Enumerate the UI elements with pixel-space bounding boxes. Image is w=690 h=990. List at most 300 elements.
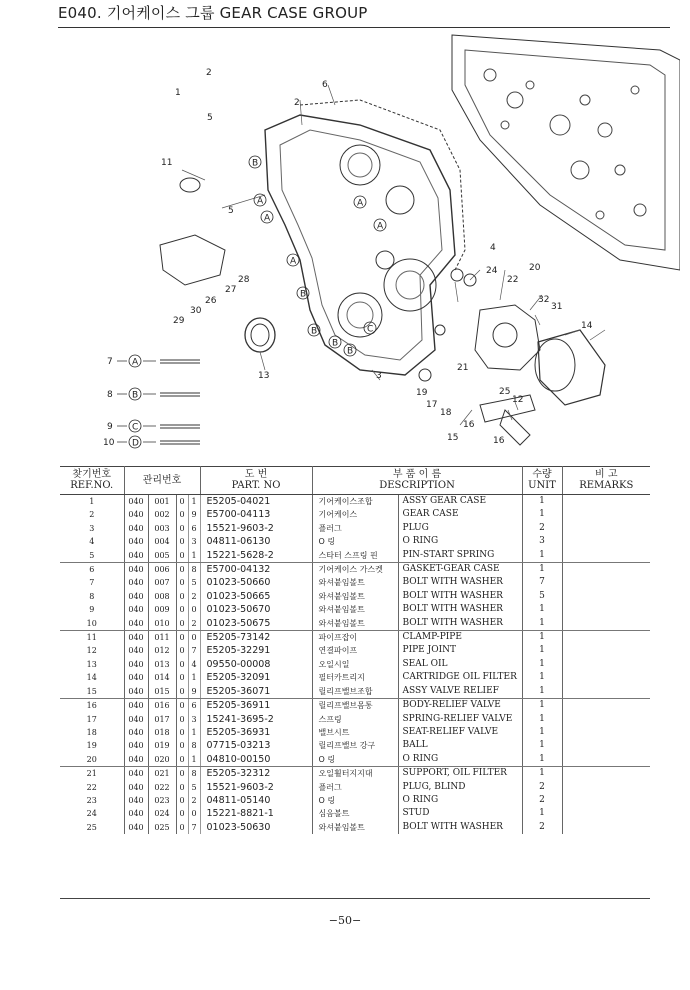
legend-letter-b: B (132, 390, 139, 401)
mgmt-digit-1: 0 (176, 821, 188, 834)
desc-kr-cell: O 링 (312, 794, 398, 807)
unit-cell: 1 (522, 549, 562, 563)
mgmt-code-2: 010 (148, 617, 176, 631)
marker-letter: B (311, 326, 318, 337)
part-no-cell: 07715-03213 (200, 739, 312, 752)
desc-en-cell: ASSY VALVE RELIEF (398, 685, 522, 699)
table-row (60, 590, 650, 603)
mgmt-digit-1: 0 (176, 753, 188, 767)
marker-b-4 (329, 336, 341, 349)
callout-13: 13 (258, 371, 270, 381)
part-no-cell: 15221-8821-1 (200, 807, 312, 820)
bracket (160, 235, 225, 285)
callout-11: 11 (161, 158, 173, 168)
callout-22-top: 22 (507, 275, 519, 285)
mgmt-digit-2: 2 (188, 590, 200, 603)
desc-kr-cell: O 링 (312, 753, 398, 767)
o-ring-c (435, 325, 445, 335)
mgmt-digit-2: 1 (188, 726, 200, 739)
callout-29: 29 (173, 316, 185, 326)
part-no-cell: E5205-32091 (200, 671, 312, 684)
desc-kr-cell: 밸브시트 (312, 726, 398, 739)
unit-cell: 1 (522, 631, 562, 645)
table-row (60, 781, 650, 794)
mgmt-digit-2: 6 (188, 522, 200, 535)
ref-cell: 18 (60, 726, 124, 739)
mgmt-digit-1: 0 (176, 617, 188, 631)
filter-support-bore (493, 323, 517, 347)
page-title: E040. 기어케이스 그룹 GEAR CASE GROUP (58, 4, 368, 22)
header-desc-kr: 부 품 이 름 (392, 469, 442, 480)
remarks-cell (562, 753, 650, 767)
unit-cell: 1 (522, 685, 562, 699)
oil-seal-inner (251, 324, 269, 346)
header-unit-kr: 수량 (532, 469, 552, 480)
ref-cell: 10 (60, 617, 124, 631)
remarks-cell (562, 535, 650, 548)
exploded-parts-diagram (60, 30, 680, 465)
legend-letter-c: C (132, 422, 139, 433)
callout-16: 16 (493, 436, 505, 446)
ref-cell: 17 (60, 713, 124, 726)
marker-letter: A (264, 213, 271, 224)
unit-cell: 2 (522, 781, 562, 794)
header-ref-en: REF.NO. (70, 480, 114, 491)
table-row (60, 508, 650, 521)
ref-cell: 22 (60, 781, 124, 794)
unit-cell: 1 (522, 563, 562, 577)
table-row (60, 685, 650, 699)
mgmt-code-1: 040 (124, 576, 148, 589)
ref-cell: 20 (60, 753, 124, 767)
desc-en-cell: SUPPORT, OIL FILTER (398, 767, 522, 781)
desc-kr-cell: 기어케이스 (312, 508, 398, 521)
part-no-cell: E5700-04132 (200, 563, 312, 577)
mgmt-digit-1: 0 (176, 699, 188, 713)
pump-cover-inner (396, 271, 424, 299)
filter-cartridge-end (535, 339, 575, 391)
desc-en-cell: SPRING-RELIEF VALVE (398, 713, 522, 726)
part-no-cell: E5205-04021 (200, 495, 312, 509)
unit-cell: 2 (522, 522, 562, 535)
table-row (60, 726, 650, 739)
ref-cell: 16 (60, 699, 124, 713)
header-unit (522, 466, 562, 495)
mgmt-code-1: 040 (124, 685, 148, 699)
mgmt-digit-1: 0 (176, 685, 188, 699)
header-remarks-kr: 비 고 (595, 469, 618, 480)
desc-kr-cell: 릴리프밸브조합 (312, 685, 398, 699)
part-no-cell: 01023-50660 (200, 576, 312, 589)
desc-kr-cell: 와셔붙임볼트 (312, 590, 398, 603)
mgmt-digit-2: 8 (188, 767, 200, 781)
desc-kr-cell: 와셔붙임볼트 (312, 821, 398, 834)
mgmt-digit-1: 0 (176, 631, 188, 645)
mgmt-code-1: 040 (124, 563, 148, 577)
desc-en-cell: GEAR CASE (398, 508, 522, 521)
table-row (60, 753, 650, 767)
part-no-cell: 01023-50670 (200, 603, 312, 616)
marker-a-1 (254, 194, 266, 207)
mgmt-code-2: 022 (148, 781, 176, 794)
mgmt-code-1: 040 (124, 794, 148, 807)
mgmt-code-1: 040 (124, 631, 148, 645)
mgmt-digit-2: 1 (188, 671, 200, 684)
mgmt-code-1: 040 (124, 753, 148, 767)
mgmt-digit-1: 0 (176, 576, 188, 589)
desc-kr-cell: 오일휠터지지대 (312, 767, 398, 781)
desc-en-cell: PIPE JOINT (398, 644, 522, 657)
part-no-cell: E5205-73142 (200, 631, 312, 645)
unit-cell: 1 (522, 508, 562, 521)
callout-4: 4 (490, 243, 496, 253)
header-partno-en: PART. NO (231, 480, 281, 491)
callout-14: 14 (581, 321, 593, 331)
table-header-row (60, 466, 650, 495)
mgmt-digit-1: 0 (176, 658, 188, 671)
legend-ref-10: 10 (103, 438, 115, 448)
remarks-cell (562, 508, 650, 521)
mgmt-code-1: 040 (124, 495, 148, 509)
parts-table-body (60, 495, 650, 835)
mgmt-code-2: 006 (148, 563, 176, 577)
mgmt-digit-1: 0 (176, 713, 188, 726)
remarks-cell (562, 549, 650, 563)
ref-cell: 8 (60, 590, 124, 603)
mgmt-code-2: 002 (148, 508, 176, 521)
o-ring-d (419, 369, 431, 381)
mgmt-code-1: 040 (124, 781, 148, 794)
marker-letter: A (357, 198, 364, 209)
ref-cell: 2 (60, 508, 124, 521)
header-partno-kr: 도 번 (244, 469, 268, 480)
desc-en-cell: BOLT WITH WASHER (398, 617, 522, 631)
mgmt-code-2: 014 (148, 671, 176, 684)
mgmt-digit-1: 0 (176, 563, 188, 577)
legend-letter-a: A (132, 357, 139, 368)
remarks-cell (562, 767, 650, 781)
remarks-cell (562, 821, 650, 834)
marker-letter: B (332, 338, 339, 349)
mgmt-code-2: 008 (148, 590, 176, 603)
part-no-cell: E5205-36931 (200, 726, 312, 739)
table-row (60, 821, 650, 834)
mgmt-code-2: 001 (148, 495, 176, 509)
mgmt-digit-2: 5 (188, 576, 200, 589)
remarks-cell (562, 685, 650, 699)
header-unit-en: UNIT (528, 480, 556, 491)
marker-c-1 (364, 322, 376, 335)
table-row (60, 658, 650, 671)
mgmt-code-2: 019 (148, 739, 176, 752)
mgmt-digit-2: 0 (188, 603, 200, 616)
desc-kr-cell: 플러그 (312, 781, 398, 794)
marker-a-4 (374, 219, 386, 232)
part-no-cell: 15521-9603-2 (200, 522, 312, 535)
legend-letter-d: D (132, 438, 139, 449)
marker-letter: B (252, 158, 259, 169)
mgmt-digit-2: 8 (188, 739, 200, 752)
table-row (60, 549, 650, 563)
desc-kr-cell: 스타터 스프링 핀 (312, 549, 398, 563)
mgmt-digit-2: 5 (188, 781, 200, 794)
desc-en-cell: BOLT WITH WASHER (398, 603, 522, 616)
desc-kr-cell: 와셔붙임볼트 (312, 576, 398, 589)
mgmt-digit-2: 4 (188, 658, 200, 671)
callout-25: 25 (499, 387, 511, 397)
table-row (60, 644, 650, 657)
table-row (60, 671, 650, 684)
ref-cell: 24 (60, 807, 124, 820)
mgmt-digit-2: 6 (188, 699, 200, 713)
remarks-cell (562, 807, 650, 820)
mgmt-digit-1: 0 (176, 522, 188, 535)
unit-cell: 1 (522, 753, 562, 767)
mgmt-digit-2: 8 (188, 563, 200, 577)
callout-19: 18 (440, 408, 452, 418)
mgmt-code-1: 040 (124, 807, 148, 820)
relief-valve-body (480, 395, 535, 422)
callout-20: 19 (416, 388, 428, 398)
table-row (60, 563, 650, 577)
mgmt-code-2: 018 (148, 726, 176, 739)
header-ref-kr: 찾기번호 (72, 469, 112, 480)
mgmt-code-2: 009 (148, 603, 176, 616)
callout-5: 5 (228, 206, 234, 216)
part-no-cell: E5205-32291 (200, 644, 312, 657)
marker-b-5 (344, 344, 356, 357)
mgmt-digit-2: 0 (188, 807, 200, 820)
table-row (60, 576, 650, 589)
mgmt-digit-1: 0 (176, 549, 188, 563)
marker-a-5 (354, 196, 366, 209)
remarks-cell (562, 794, 650, 807)
callout-2-top: 2 (206, 68, 212, 78)
o-ring-a (451, 269, 463, 281)
callout-21: 20 (529, 263, 541, 273)
mgmt-code-1: 040 (124, 699, 148, 713)
mgmt-code-1: 040 (124, 535, 148, 548)
unit-cell: 1 (522, 495, 562, 509)
marker-b-1 (249, 156, 261, 169)
callout-6: 6 (322, 80, 328, 90)
callout-2: 2 (294, 98, 300, 108)
desc-en-cell: SEAT-RELIEF VALVE (398, 726, 522, 739)
table-row (60, 767, 650, 781)
mgmt-code-1: 040 (124, 658, 148, 671)
gear-case-bore-2 (348, 153, 372, 177)
mgmt-digit-1: 0 (176, 781, 188, 794)
unit-cell: 1 (522, 807, 562, 820)
mgmt-code-1: 040 (124, 671, 148, 684)
table-row (60, 603, 650, 616)
mgmt-code-1: 040 (124, 726, 148, 739)
unit-cell: 1 (522, 726, 562, 739)
mgmt-digit-2: 7 (188, 644, 200, 657)
legend-ref-9: 9 (107, 422, 113, 432)
mgmt-digit-1: 0 (176, 508, 188, 521)
mgmt-digit-1: 0 (176, 807, 188, 820)
unit-cell: 1 (522, 767, 562, 781)
mgmt-digit-1: 0 (176, 794, 188, 807)
mgmt-code-2: 016 (148, 699, 176, 713)
callout-32: 32 (538, 295, 550, 305)
ref-cell: 15 (60, 685, 124, 699)
mgmt-code-2: 023 (148, 794, 176, 807)
unit-cell: 2 (522, 794, 562, 807)
remarks-cell (562, 781, 650, 794)
mgmt-digit-2: 2 (188, 617, 200, 631)
desc-en-cell: GASKET-GEAR CASE (398, 563, 522, 577)
remarks-cell (562, 671, 650, 684)
part-no-cell: 15521-9603-2 (200, 781, 312, 794)
desc-en-cell: O RING (398, 753, 522, 767)
mgmt-digit-1: 0 (176, 739, 188, 752)
mgmt-code-2: 007 (148, 576, 176, 589)
part-no-cell: 04811-06130 (200, 535, 312, 548)
remarks-cell (562, 495, 650, 509)
part-no-cell: 01023-50665 (200, 590, 312, 603)
remarks-cell (562, 590, 650, 603)
parts-table (60, 466, 650, 834)
desc-en-cell: PLUG (398, 522, 522, 535)
header-mgmt-kr: 관리번호 (142, 474, 182, 486)
desc-kr-cell: 와셔붙임볼트 (312, 617, 398, 631)
mgmt-code-2: 012 (148, 644, 176, 657)
header-mgmt (124, 466, 200, 495)
mgmt-code-2: 011 (148, 631, 176, 645)
mgmt-code-2: 013 (148, 658, 176, 671)
callout-5-top: 5 (207, 113, 213, 123)
part-no-cell: E5205-36071 (200, 685, 312, 699)
ref-cell: 13 (60, 658, 124, 671)
mgmt-code-1: 040 (124, 739, 148, 752)
callout-28: 28 (238, 275, 250, 285)
gear-case-bore-3 (386, 186, 414, 214)
unit-cell: 1 (522, 699, 562, 713)
desc-en-cell: BOLT WITH WASHER (398, 576, 522, 589)
marker-a-2 (261, 211, 273, 224)
gasket-outline (300, 100, 465, 270)
mgmt-code-1: 040 (124, 603, 148, 616)
desc-en-cell: O RING (398, 535, 522, 548)
mgmt-code-2: 015 (148, 685, 176, 699)
mgmt-code-1: 040 (124, 549, 148, 563)
mgmt-code-2: 005 (148, 549, 176, 563)
desc-kr-cell: 기어케이스 가스켓 (312, 563, 398, 577)
unit-cell: 1 (522, 658, 562, 671)
page-number: −50− (328, 914, 362, 927)
mgmt-digit-1: 0 (176, 767, 188, 781)
unit-cell: 1 (522, 713, 562, 726)
mgmt-digit-2: 0 (188, 631, 200, 645)
table-row (60, 807, 650, 820)
mgmt-digit-1: 0 (176, 603, 188, 616)
ref-cell: 5 (60, 549, 124, 563)
bolt-legend (103, 355, 156, 449)
mgmt-digit-2: 3 (188, 535, 200, 548)
unit-cell: 5 (522, 590, 562, 603)
filter-cartridge (538, 330, 605, 405)
remarks-cell (562, 563, 650, 577)
mgmt-code-1: 040 (124, 767, 148, 781)
mgmt-digit-2: 7 (188, 821, 200, 834)
table-row (60, 535, 650, 548)
mgmt-digit-1: 0 (176, 644, 188, 657)
mgmt-digit-1: 0 (176, 590, 188, 603)
ref-cell: 6 (60, 563, 124, 577)
table-row (60, 739, 650, 752)
header-ref (60, 466, 124, 495)
header-partno (200, 466, 312, 495)
mgmt-code-1: 040 (124, 644, 148, 657)
desc-en-cell: CLAMP-PIPE (398, 631, 522, 645)
mgmt-digit-2: 2 (188, 794, 200, 807)
ref-cell: 12 (60, 644, 124, 657)
unit-cell: 3 (522, 535, 562, 548)
mgmt-code-2: 025 (148, 821, 176, 834)
desc-en-cell: BOLT WITH WASHER (398, 821, 522, 834)
remarks-cell (562, 617, 650, 631)
mgmt-digit-2: 1 (188, 495, 200, 509)
engine-block-holes (484, 69, 646, 219)
header-desc (312, 466, 522, 495)
mgmt-digit-2: 1 (188, 549, 200, 563)
desc-en-cell: CARTRIDGE OIL FILTER (398, 671, 522, 684)
desc-kr-cell: 연결파이프 (312, 644, 398, 657)
unit-cell: 1 (522, 671, 562, 684)
marker-letter: A (257, 196, 264, 207)
part-no-cell: E5700-04113 (200, 508, 312, 521)
callout-15: 15 (447, 433, 459, 443)
callout-30: 30 (190, 306, 202, 316)
part-no-cell: 09550-00008 (200, 658, 312, 671)
callout-31: 31 (551, 302, 563, 312)
pump-cover (384, 259, 436, 311)
engine-block-inner (465, 50, 665, 250)
mgmt-code-1: 040 (124, 590, 148, 603)
mgmt-code-2: 003 (148, 522, 176, 535)
part-no-cell: E5205-32312 (200, 767, 312, 781)
part-no-cell: 01023-50675 (200, 617, 312, 631)
desc-en-cell: BALL (398, 739, 522, 752)
part-no-cell: 15221-5628-2 (200, 549, 312, 563)
callout-18: 17 (426, 400, 438, 410)
desc-en-cell: STUD (398, 807, 522, 820)
remarks-cell (562, 658, 650, 671)
gear-case-inner (280, 130, 442, 360)
legend-bolts (160, 360, 200, 444)
desc-en-cell: BODY-RELIEF VALVE (398, 699, 522, 713)
desc-kr-cell: O 링 (312, 535, 398, 548)
gear-case-bore-1 (340, 145, 380, 185)
unit-cell: 7 (522, 576, 562, 589)
unit-cell: 1 (522, 739, 562, 752)
desc-en-cell: SEAL OIL (398, 658, 522, 671)
table-row (60, 794, 650, 807)
remarks-cell (562, 644, 650, 657)
marker-letter: C (367, 324, 374, 335)
table-row (60, 522, 650, 535)
table-row (60, 699, 650, 713)
mgmt-code-1: 040 (124, 508, 148, 521)
callout-3: 3 (376, 371, 382, 381)
mgmt-digit-1: 0 (176, 726, 188, 739)
legend-ref-7: 7 (107, 357, 113, 367)
marker-letter: B (347, 346, 354, 357)
clamp-pipe (180, 178, 200, 192)
desc-kr-cell: 필터카트리지 (312, 671, 398, 684)
